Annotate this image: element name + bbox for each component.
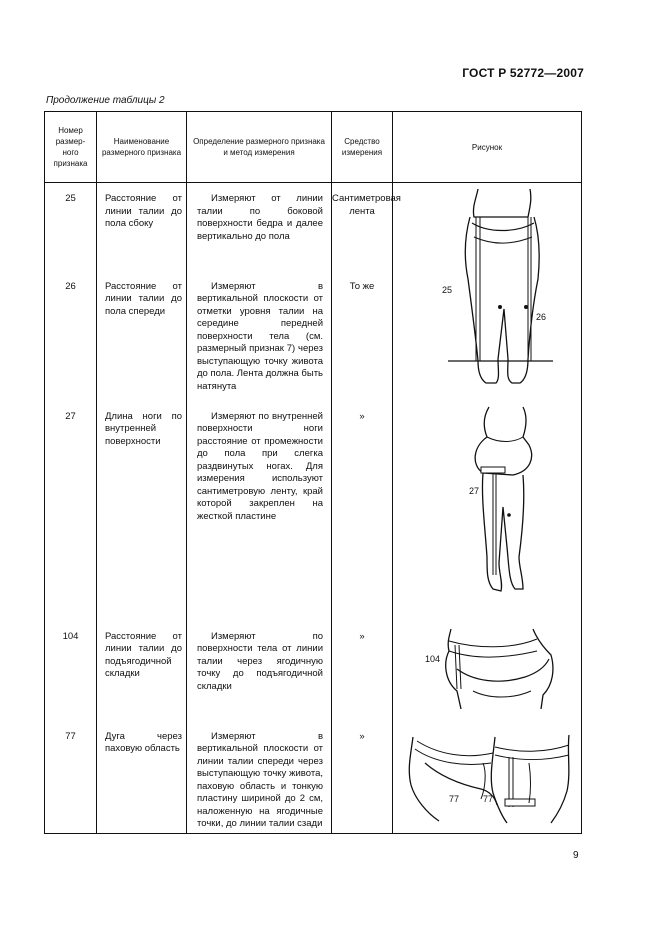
figure-inguinal-back bbox=[483, 733, 574, 823]
figure-inguinal-front bbox=[405, 733, 500, 823]
column-header-name: Наименование размерного признака bbox=[97, 112, 187, 183]
column-header-number: Номер размер-ного признака bbox=[45, 112, 97, 183]
row-name bbox=[97, 271, 187, 401]
inguinal-front-drawing bbox=[405, 733, 500, 823]
row-name bbox=[97, 401, 187, 621]
figure-gluteal bbox=[425, 629, 563, 709]
figure-cell-inguinal-arc bbox=[393, 721, 582, 834]
row-tool: » bbox=[332, 621, 393, 721]
row-description: Измеряют в вертикальной плоскости от отметки уровня талии на середине передней поверхности тела (см. размерный признак 7) через выступающую точку живота до пола. Лента должна быть натянута bbox=[187, 271, 332, 401]
row-number: 25 bbox=[45, 183, 97, 271]
inner-leg-drawing bbox=[453, 407, 563, 597]
table-row bbox=[45, 721, 582, 834]
row-name bbox=[97, 621, 187, 721]
table-row bbox=[45, 401, 582, 621]
figure-label-25: 25 bbox=[442, 285, 453, 295]
figure-label-104: 104 bbox=[425, 653, 441, 664]
figure-legs-side-front bbox=[442, 189, 558, 389]
figure-cell-gluteal bbox=[393, 621, 582, 721]
row-tool: » bbox=[332, 721, 393, 834]
table-row bbox=[45, 621, 582, 721]
gluteal-drawing bbox=[433, 629, 563, 709]
row-name bbox=[97, 721, 187, 834]
table-header-row bbox=[45, 112, 582, 183]
row-tool: » bbox=[332, 401, 393, 621]
figure-inner-leg bbox=[453, 407, 563, 597]
row-description: Измеряют по поверхности тела от линии талии через ягодичную точку до подъягодичной складки bbox=[187, 621, 332, 721]
row-number: 27 bbox=[45, 401, 97, 621]
row-description: Измеряют в вертикальной плоскости от линии талии спереди через выступающую точку живота, паховую область и тонкую пластину шириной до 2 см, наложенную на ягодичные точки, до линии талии сзади bbox=[187, 721, 332, 834]
row-name bbox=[97, 183, 187, 271]
inguinal-back-drawing bbox=[489, 733, 574, 823]
measurement-table bbox=[44, 111, 582, 834]
row-number: 77 bbox=[45, 721, 97, 834]
row-name-text: Расстояние от линии талии до подъягодичной складки bbox=[105, 630, 182, 679]
table-caption: Продолжение таблицы 2 bbox=[46, 95, 165, 106]
row-number: 104 bbox=[45, 621, 97, 721]
figure-cell-inner-leg bbox=[393, 401, 582, 621]
column-header-definition: Определение размерного признака и метод измерения bbox=[187, 112, 332, 183]
row-name-text: Расстояние от линии талии до пола спереди bbox=[105, 280, 182, 317]
figure-cell-side-front-length bbox=[393, 183, 582, 401]
legs-drawing bbox=[448, 189, 558, 389]
column-header-figure: Рисунок bbox=[393, 112, 582, 183]
row-name-text: Дуга через паховую область bbox=[105, 730, 182, 754]
row-number: 26 bbox=[45, 271, 97, 401]
column-header-tool: Средство измерения bbox=[332, 112, 393, 183]
figure-label-26: 26 bbox=[536, 312, 547, 322]
page-number: 9 bbox=[573, 850, 579, 861]
row-tool: То же bbox=[332, 271, 393, 401]
row-description: Измеряют от линии талии по боковой поверхности бедра и далее вертикально до пола bbox=[187, 183, 332, 271]
figure-label-77-front: 77 bbox=[449, 793, 460, 804]
row-name-text: Длина ноги по внутренней поверхности bbox=[105, 410, 182, 447]
row-description: Измеряют по внутренней поверхности ноги расстояние от промежности до пола при слегка раздвинутых ногах. Для измерения используют сантиметровую ленту, край которой закреплен на жесткой пластине bbox=[187, 401, 332, 621]
row-name-text: Расстояние от линии талии до пола сбоку bbox=[105, 193, 182, 229]
figure-label-27: 27 bbox=[469, 485, 480, 496]
standard-number: ГОСТ Р 52772—2007 bbox=[462, 66, 584, 80]
row-tool: Сантиметровая лента bbox=[332, 183, 393, 271]
figure-label-77-back: 77 bbox=[483, 793, 494, 804]
table-row bbox=[45, 183, 582, 271]
